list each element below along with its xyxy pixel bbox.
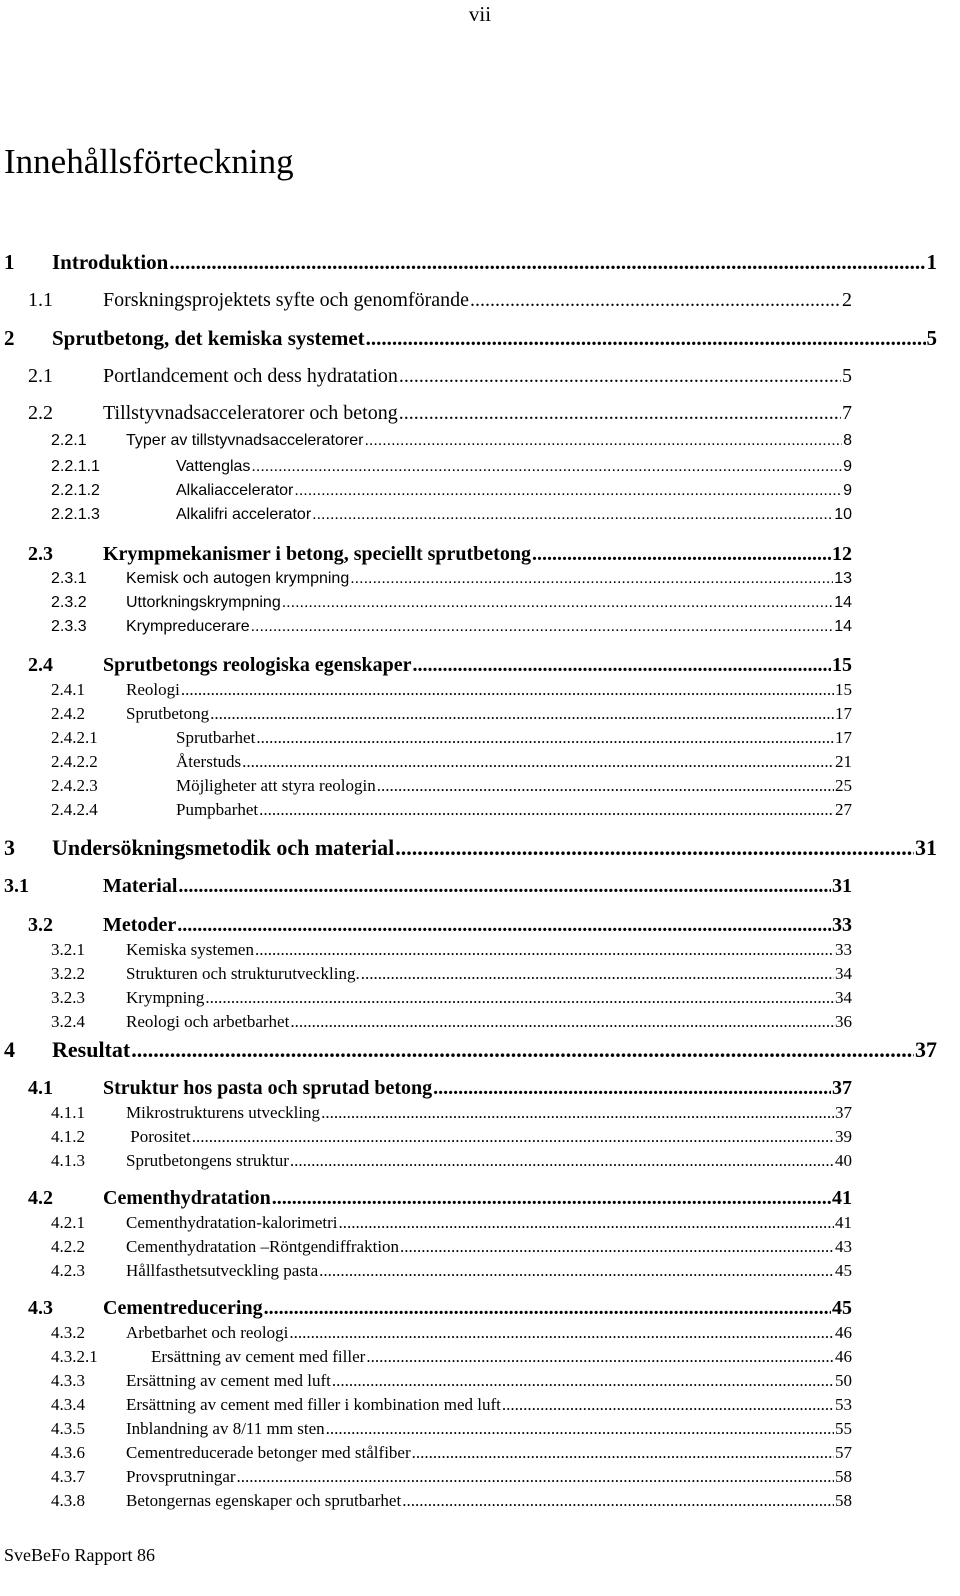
toc-entry-number: 4.1.1 — [51, 1103, 85, 1122]
toc-entry[interactable] — [51, 1371, 852, 1391]
toc-entry-number: 4.3.2.1 — [51, 1347, 98, 1366]
toc-leader-dots — [237, 1467, 834, 1487]
toc-leader-dots — [290, 1012, 834, 1032]
toc-entry-title: Vattenglas — [176, 458, 251, 475]
toc-entry-page: 31 — [832, 875, 852, 897]
toc-entry-title: Undersökningsmetodik och material — [52, 835, 395, 860]
toc-entry-number: 2.4.2.4 — [51, 800, 98, 819]
toc-entry[interactable] — [51, 1012, 852, 1032]
toc-entry-page: 46 — [835, 1347, 852, 1366]
toc-leader-dots — [399, 365, 841, 388]
toc-entry-title: Kemiska systemen — [126, 940, 254, 959]
toc-entry-title: Ersättning av cement med filler — [151, 1347, 366, 1366]
toc-entry[interactable] — [51, 988, 852, 1008]
toc-leader-dots — [364, 432, 842, 450]
toc-entry[interactable] — [51, 940, 852, 960]
toc-entry-title: Hållfasthetsutveckling pasta — [126, 1261, 319, 1280]
toc-leader-dots — [399, 402, 841, 425]
toc-entry-page: 25 — [835, 776, 852, 795]
toc-entry-page: 57 — [835, 1443, 852, 1462]
toc-entry-number: 2.2.1 — [51, 432, 87, 449]
toc-entry[interactable] — [51, 776, 852, 796]
toc-leader-dots — [312, 506, 833, 524]
toc-entry-page: 37 — [832, 1077, 852, 1099]
toc-entry[interactable] — [51, 1213, 852, 1233]
toc-entry[interactable] — [51, 704, 852, 724]
toc-entry[interactable] — [51, 1261, 852, 1281]
toc-leader-dots — [256, 728, 834, 748]
toc-entry-number: 4 — [4, 1037, 15, 1062]
toc-entry[interactable] — [51, 1127, 852, 1147]
toc-entry-number: 2.4.2.3 — [51, 776, 98, 795]
toc-leader-dots — [366, 326, 926, 351]
toc-entry-title: Cementreducering — [103, 1297, 263, 1319]
toc-entry[interactable] — [51, 800, 852, 820]
toc-entry-number: 4.3.3 — [51, 1371, 85, 1390]
toc-entry[interactable] — [4, 250, 937, 275]
toc-entry[interactable] — [51, 728, 852, 748]
toc-entry-number: 2.2.1.2 — [51, 482, 100, 499]
toc-entry[interactable] — [51, 964, 852, 984]
toc-entry-title: Kemisk och autogen krympning — [126, 570, 350, 587]
toc-entry-page: 36 — [835, 1012, 852, 1031]
toc-entry-page: 43 — [835, 1237, 852, 1256]
toc-entry-title: Sprutbetongens struktur — [126, 1151, 289, 1170]
toc-entry-title: Betongernas egenskaper och sprutbarhet — [126, 1491, 402, 1510]
toc-entry-number: 2.1 — [28, 365, 53, 387]
toc-entry[interactable] — [51, 594, 852, 612]
toc-entry[interactable] — [28, 289, 852, 312]
toc-leader-dots — [361, 964, 834, 984]
toc-entry-number: 2.3 — [28, 543, 53, 565]
toc-entry[interactable] — [51, 1151, 852, 1171]
toc-leader-dots — [272, 1187, 831, 1210]
toc-entry-page: 34 — [835, 988, 852, 1007]
toc-entry-page: 53 — [835, 1395, 852, 1414]
page-number: vii — [468, 2, 492, 26]
toc-leader-dots — [181, 680, 834, 700]
toc-entry[interactable] — [51, 752, 852, 772]
toc-leader-dots — [169, 250, 925, 275]
toc-entry-title: Typer av tillstyvnadsacceleratorer — [126, 432, 364, 449]
toc-leader-dots — [339, 1213, 835, 1233]
toc-entry-title: Portlandcement och dess hydratation — [103, 365, 398, 387]
toc-entry-page: 15 — [832, 654, 852, 676]
toc-entry-page: 14 — [834, 618, 852, 635]
toc-leader-dots — [251, 618, 834, 636]
toc-entry-title: Alkalifri accelerator — [176, 506, 312, 523]
toc-entry-number: 4.3.4 — [51, 1395, 85, 1414]
toc-entry-page: 34 — [835, 964, 852, 983]
toc-entry-page: 1 — [926, 250, 937, 274]
toc-entry[interactable] — [51, 570, 852, 588]
toc-entry-page: 12 — [832, 543, 852, 565]
toc-leader-dots — [264, 1297, 831, 1320]
toc-entry-title: Cementhydratation — [103, 1187, 271, 1209]
toc-entry-number: 1.1 — [28, 289, 53, 311]
toc-entry-number: 3.2.2 — [51, 964, 85, 983]
toc-entry-page: 55 — [835, 1419, 852, 1438]
toc-entry-page: 33 — [835, 940, 852, 959]
toc-entry-number: 4.3.5 — [51, 1419, 85, 1438]
toc-entry-number: 4.3.7 — [51, 1467, 85, 1486]
toc-entry-page: 45 — [832, 1297, 852, 1319]
toc-entry-number: 4.3 — [28, 1297, 53, 1319]
page-title: Innehållsförteckning — [4, 142, 294, 181]
toc-entry-page: 9 — [843, 482, 852, 499]
toc-entry-title: Krympning — [126, 988, 205, 1007]
toc-entry-title: Reologi — [126, 680, 180, 699]
toc-entry-number: 3.2.1 — [51, 940, 85, 959]
toc-leader-dots — [177, 914, 831, 937]
toc-entry-number: 2.2.1.1 — [51, 458, 100, 475]
toc-entry-number: 2.2.1.3 — [51, 506, 100, 523]
toc-entry-page: 39 — [835, 1127, 852, 1146]
toc-entry[interactable] — [28, 1297, 852, 1320]
toc-leader-dots — [532, 543, 831, 566]
toc-entry-number: 4.2 — [28, 1187, 53, 1209]
toc-entry-title: Arbetbarhet och reologi — [126, 1323, 289, 1342]
toc-entry[interactable] — [28, 654, 852, 677]
toc-entry-page: 45 — [835, 1261, 852, 1280]
toc-leader-dots — [319, 1261, 834, 1281]
toc-entry-title: Resultat — [52, 1037, 131, 1062]
toc-entry-page: 27 — [835, 800, 852, 819]
toc-entry-title: Krympreducerare — [126, 618, 250, 635]
toc-entry-number: 1 — [4, 250, 15, 274]
toc-entry-title: Forskningsprojektets syfte och genomförande — [103, 289, 470, 311]
toc-entry-number: 4.1.2 — [51, 1127, 85, 1146]
toc-entry-title: Pumpbarhet — [176, 800, 259, 819]
toc-entry-page: 37 — [915, 1037, 937, 1062]
toc-leader-dots — [413, 654, 831, 677]
toc-leader-dots — [131, 1037, 914, 1063]
toc-leader-dots — [178, 875, 831, 898]
toc-entry[interactable] — [51, 1323, 852, 1343]
toc-entry-title: Sprutbetong — [126, 704, 210, 723]
toc-entry-page: 8 — [843, 432, 852, 449]
toc-leader-dots — [377, 776, 834, 796]
toc-entry[interactable] — [4, 326, 937, 351]
toc-leader-dots — [290, 1151, 834, 1171]
toc-entry-title: Provsprutningar — [126, 1467, 236, 1486]
toc-entry-number: 2.4 — [28, 654, 53, 676]
toc-leader-dots — [366, 1347, 834, 1367]
toc-entry-page: 7 — [842, 402, 852, 424]
toc-entry-title: Möjligheter att styra reologin — [176, 776, 376, 795]
toc-leader-dots — [251, 458, 842, 476]
toc-entry-title: Porositet — [126, 1127, 191, 1146]
toc-entry-title: Cementhydratation –Röntgendiffraktion — [126, 1237, 400, 1256]
toc-entry[interactable] — [51, 618, 852, 636]
toc-entry[interactable] — [51, 1419, 852, 1439]
toc-entry-page: 5 — [842, 365, 852, 387]
toc-entry-title: Alkaliaccelerator — [176, 482, 294, 499]
toc-entry-number: 2.4.2.1 — [51, 728, 98, 747]
toc-entry-number: 2.3.1 — [51, 570, 87, 587]
toc-leader-dots — [192, 1127, 834, 1147]
toc-entry-page: 31 — [915, 835, 937, 860]
toc-entry-page: 37 — [835, 1103, 852, 1122]
toc-leader-dots — [433, 1077, 831, 1100]
toc-entry-number: 4.3.2 — [51, 1323, 85, 1342]
toc-entry[interactable] — [28, 402, 852, 425]
toc-entry[interactable] — [51, 1347, 852, 1367]
toc-leader-dots — [412, 1443, 834, 1463]
toc-entry[interactable] — [28, 543, 852, 566]
toc-entry[interactable] — [51, 1443, 852, 1463]
toc-leader-dots — [205, 988, 834, 1008]
toc-entry-page: 13 — [834, 570, 852, 587]
toc-entry-page: 5 — [926, 326, 937, 350]
toc-entry-title: Strukturen och strukturutveckling. — [126, 964, 360, 983]
toc-entry-title: Sprutbarhet — [176, 728, 256, 747]
toc-entry[interactable] — [28, 1077, 852, 1100]
toc-entry-page: 10 — [834, 506, 852, 523]
toc-leader-dots — [210, 704, 834, 724]
toc-entry-page: 2 — [842, 289, 852, 311]
toc-entry-number: 4.2.1 — [51, 1213, 85, 1232]
toc-leader-dots — [350, 570, 833, 588]
toc-entry-number: 3.1 — [4, 875, 29, 897]
toc-entry-number: 2 — [4, 326, 15, 350]
toc-entry[interactable] — [4, 1037, 937, 1063]
toc-entry-number: 2.3.2 — [51, 594, 87, 611]
toc-entry-title: Reologi och arbetbarhet — [126, 1012, 290, 1031]
footer-report-name: SveBeFo Rapport 86 — [4, 1545, 155, 1565]
toc-entry-title: Återstuds — [176, 752, 242, 771]
toc-leader-dots — [332, 1371, 834, 1391]
toc-entry-page: 21 — [835, 752, 852, 771]
toc-entry-title: Krympmekanismer i betong, speciellt sprutbetong — [103, 543, 531, 565]
toc-entry-page: 17 — [835, 728, 852, 747]
toc-entry-page: 41 — [835, 1213, 852, 1232]
toc-entry-title: Cementhydratation-kalorimetri — [126, 1213, 338, 1232]
toc-entry[interactable] — [51, 432, 852, 450]
toc-entry-title: Metoder — [103, 914, 177, 936]
toc-entry-page: 41 — [832, 1187, 852, 1209]
toc-entry-page: 50 — [835, 1371, 852, 1390]
toc-entry-title: Inblandning av 8/11 mm sten — [126, 1419, 325, 1438]
toc-leader-dots — [326, 1419, 834, 1439]
toc-entry-page: 58 — [835, 1491, 852, 1510]
toc-entry-number: 3.2.4 — [51, 1012, 85, 1031]
toc-entry-page: 58 — [835, 1467, 852, 1486]
toc-entry-title: Cementreducerade betonger med stålfiber — [126, 1443, 411, 1462]
toc-entry-page: 46 — [835, 1323, 852, 1342]
toc-entry-page: 9 — [843, 458, 852, 475]
toc-entry[interactable] — [51, 680, 852, 700]
toc-entry[interactable] — [4, 835, 937, 861]
toc-leader-dots — [282, 594, 833, 612]
toc-leader-dots — [242, 752, 834, 772]
toc-entry-number: 4.2.3 — [51, 1261, 85, 1280]
toc-entry-number: 2.3.3 — [51, 618, 87, 635]
toc-entry[interactable] — [51, 1395, 852, 1415]
toc-entry-title: Mikrostrukturens utveckling — [126, 1103, 321, 1122]
toc-entry-title: Introduktion — [52, 250, 169, 274]
toc-entry-page: 15 — [835, 680, 852, 699]
toc-entry-number: 4.3.8 — [51, 1491, 85, 1510]
toc-entry[interactable] — [51, 1237, 852, 1257]
toc-entry-title: Sprutbetong, det kemiska systemet — [52, 326, 365, 350]
toc-entry-title: Ersättning av cement med luft — [126, 1371, 331, 1390]
toc-leader-dots — [402, 1491, 834, 1511]
toc-leader-dots — [321, 1103, 834, 1123]
toc-entry-page: 33 — [832, 914, 852, 936]
toc-entry[interactable] — [51, 458, 852, 476]
toc-entry-title: Sprutbetongs reologiska egenskaper — [103, 654, 412, 676]
toc-entry-number: 4.1.3 — [51, 1151, 85, 1170]
toc-entry-number: 3.2 — [28, 914, 53, 936]
toc-entry-number: 2.2 — [28, 402, 53, 424]
toc-entry-number: 2.4.2 — [51, 704, 85, 723]
toc-entry-page: 40 — [835, 1151, 852, 1170]
toc-entry[interactable] — [51, 1467, 852, 1487]
toc-entry-number: 4.1 — [28, 1077, 53, 1099]
toc-entry[interactable] — [28, 914, 852, 937]
toc-entry-number: 2.4.2.2 — [51, 752, 98, 771]
toc-entry[interactable] — [28, 1187, 852, 1210]
toc-leader-dots — [259, 800, 834, 820]
toc-leader-dots — [294, 482, 842, 500]
toc-entry-title: Material — [103, 875, 178, 897]
toc-entry[interactable] — [4, 875, 852, 898]
toc-leader-dots — [255, 940, 834, 960]
toc-entry[interactable] — [51, 1491, 852, 1511]
toc-leader-dots — [470, 289, 841, 312]
toc-entry[interactable] — [51, 482, 852, 500]
toc-entry[interactable] — [51, 1103, 852, 1123]
toc-entry[interactable] — [51, 506, 852, 524]
toc-entry-number: 3 — [4, 835, 15, 860]
toc-entry-title: Struktur hos pasta och sprutad betong — [103, 1077, 433, 1099]
toc-entry-title: Uttorkningskrympning — [126, 594, 281, 611]
toc-entry-title: Ersättning av cement med filler i kombination med luft — [126, 1395, 501, 1414]
toc-leader-dots — [395, 835, 914, 861]
toc-entry-page: 17 — [835, 704, 852, 723]
toc-entry-title: Tillstyvnadsacceleratorer och betong — [103, 402, 398, 424]
toc-leader-dots — [502, 1395, 834, 1415]
toc-entry-page: 14 — [834, 594, 852, 611]
toc-leader-dots — [289, 1323, 834, 1343]
toc-entry[interactable] — [28, 365, 852, 388]
toc-entry-number: 3.2.3 — [51, 988, 85, 1007]
toc-entry-number: 4.2.2 — [51, 1237, 85, 1256]
toc-entry-number: 4.3.6 — [51, 1443, 85, 1462]
toc-leader-dots — [400, 1237, 834, 1257]
toc-entry-number: 2.4.1 — [51, 680, 85, 699]
